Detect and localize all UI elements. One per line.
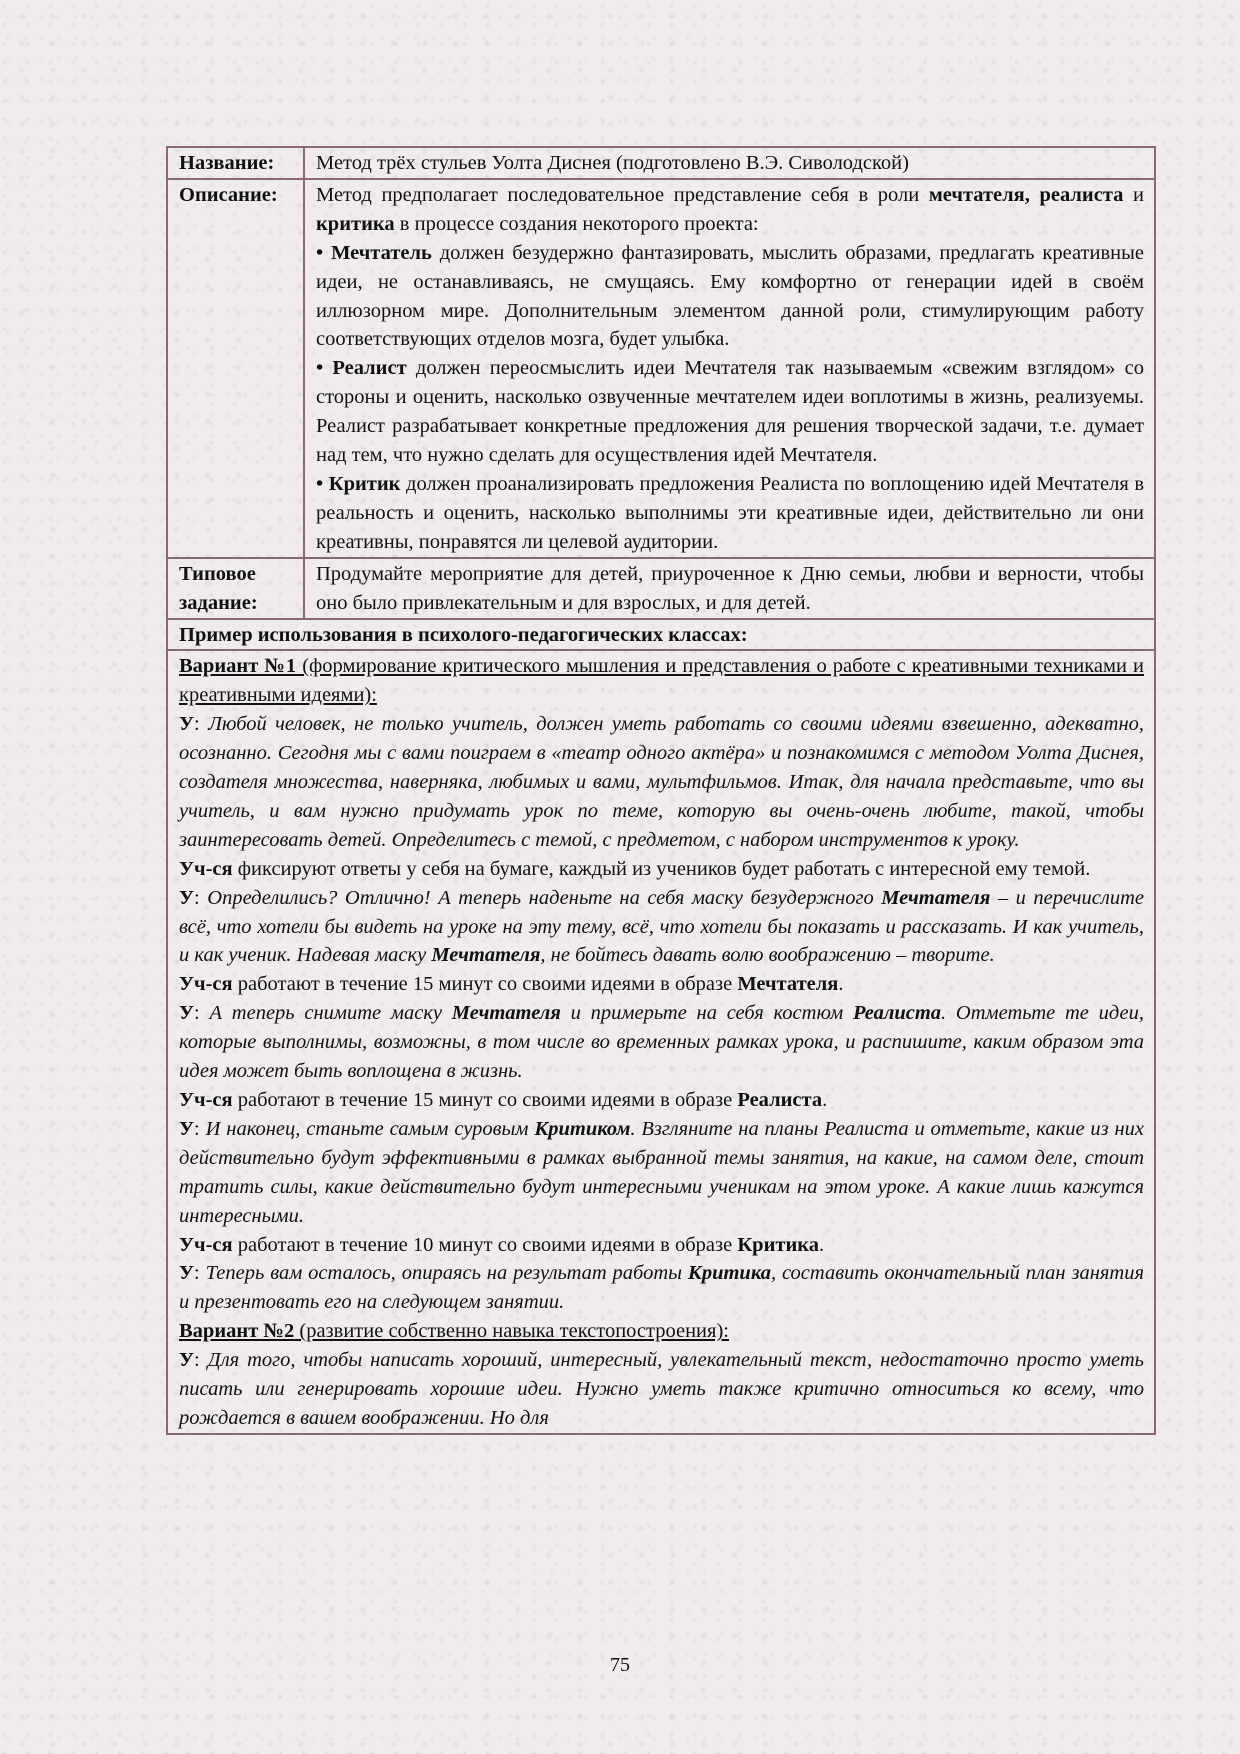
students-line-4: Уч-ся работают в течение 10 минут со своими идеями в образе Критика. [179,1233,825,1256]
row-description [167,179,1155,558]
examples-cell [167,650,1155,1433]
teacher-line-3: У: А теперь снимите маску Мечтателя и примерьте на себя костюм Реалиста. Отметьте те идеи, которые выполнимы, возможны, в том числе во временных рамках урока, и распишите, каким образом эта идея может быть воплощена в жизнь. [179,1002,1144,1083]
row-task [167,558,1155,619]
name-label: Название: [167,147,304,179]
description-intro: Метод предполагает последовательное представление себя в роли мечтателя, реалиста и критика в процессе создания некоторого проекта: [316,183,1145,235]
dreamer-paragraph: • Мечтатель должен безудержно фантазировать, мыслить образами, предлагать креативные идеи, не останавливаясь, не смущаясь. Ему комфортно от генерации идей в своём иллюзорном мире. Дополнительным элементом данной роли, стимулирующим работу соответствующих отделов мозга, будет улыбка. [316,241,1144,351]
students-line-3: Уч-ся работают в течение 15 минут со своими идеями в образе Реалиста. [179,1089,828,1111]
row-examples [167,650,1155,1433]
teacher-line-2: У: Определились? Отлично! А теперь наденьте на себя маску безудержного Мечтателя – и перечислите всё, что хотели бы видеть на уроке на эту тему, всё, что хотели бы показать и рассказать. И как учитель, и как ученик. Надевая маску Мечтателя, не бойтесь давать волю воображению – творите. [179,886,1144,967]
teacher-line-5: У: Теперь вам осталось, опираясь на результат работы Критика, составить окончательный план занятия и презентовать его на следующем занятии. [179,1262,1144,1314]
critic-paragraph: • Критик должен проанализировать предложения Реалиста по воплощению идей Мечтателя в реальность и оценить, насколько выполнимы эти креативные идеи, действительно ли они креативны, понравятся ли целевой аудитории. [316,472,1144,553]
task-label: Типовое задание: [167,558,304,619]
description-cell [304,179,1155,558]
teacher-line-1: У: Любой человек, не только учитель, должен уметь работать со своими идеями взвешенно, адекватно, осознанно. Сегодня мы с вами поиграем в «театр одного актёра» и познакомимся с методом Уолта Диснея, создателя множества, наверняка, любимых и вами, мультфильмов. Итак, для начала представьте, что вы учитель, и вам нужно придумать урок по теме, которую вы очень-очень любите, такой, чтобы заинтересовать детей. Определитесь с темой, с предметом, с набором инструментов к уроку. [179,713,1144,851]
example-heading: Пример использования в психолого-педагогических классах: [167,619,1155,651]
row-example-heading [167,619,1155,651]
method-table [166,146,1156,1435]
realist-paragraph: • Реалист должен переосмыслить идеи Мечтателя так называемым «свежим взглядом» со стороны и оценить, насколько озвученные мечтателем идеи воплотимы в жизнь, реализуемы. Реалист разрабатывает конкретные предложения для решения творческой задачи, т.е. думает над тем, что нужно сделать для осуществления идей Мечтателя. [316,357,1144,467]
description-label: Описание: [167,179,304,558]
variant-2-heading: Вариант №2 (развитие собственно навыка текстопостроения): [179,1320,729,1343]
row-name [167,147,1155,179]
variant-1-heading: Вариант №1 (формирование критического мышления и представления о работе с креативными техниками и креативными идеями): [179,655,1144,707]
teacher-line-4: У: И наконец, станьте самым суровым Критиком. Взгляните на планы Реалиста и отметьте, какие из них действительно будут эффективными в рамках выбранной темы занятия, на какие, на самом деле, стоит тратить силы, какие действительно будут интересными ученикам на этом уроке. А какие лишь кажутся интересными. [179,1117,1145,1227]
name-value: Метод трёх стульев Уолта Диснея (подготовлено В.Э. Сиволодской) [304,147,1155,179]
students-line-2: Уч-ся работают в течение 15 минут со своими идеями в образе Мечтателя. [179,973,844,996]
students-line-1: Уч-ся фиксируют ответы у себя на бумаге, каждый из учеников будет работать с интересной ему темой. [179,857,1091,880]
task-value: Продумайте мероприятие для детей, приуроченное к Дню семьи, любви и верности, чтобы оно было привлекательным и для взрослых, и для детей. [304,558,1155,619]
page-number: 75 [610,1654,630,1676]
variant-2-teacher-line: У: Для того, чтобы написать хороший, интересный, увлекательный текст, недостаточно просто уметь писать или генерировать хорошие идеи. Нужно уметь также критично относиться ко всему, что рождается в вашем воображении. Но для [179,1349,1144,1429]
